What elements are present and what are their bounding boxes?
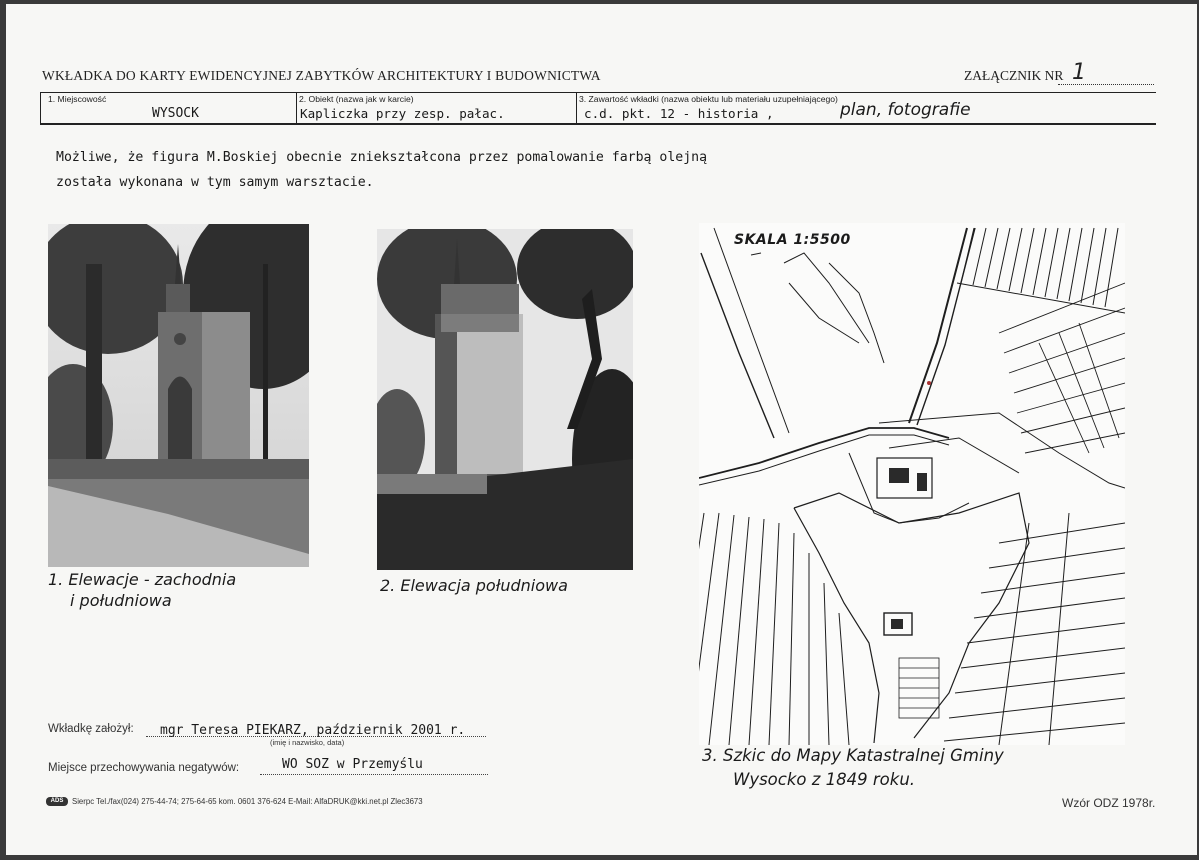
annex-label: ZAŁĄCZNIK NR (964, 68, 1064, 83)
body-text-line: Możliwe, że figura M.Boskiej obecnie zniekształcona przez pomalowanie farbą olejną (56, 150, 708, 165)
fields-top-rule (40, 92, 1156, 93)
form-title: WKŁADKA DO KARTY EWIDENCYJNEJ ZABYTKÓW ARCHITEKTURY I BUDOWNICTWA (42, 68, 601, 83)
form-template-label: Wzór ODZ 1978r. (1062, 796, 1156, 810)
cadastral-map-sketch (699, 223, 1125, 745)
object-label: 2. Obiekt (nazwa jak w karcie) (299, 94, 414, 104)
content-value-handwritten: plan, fotografie (840, 100, 971, 120)
field-divider (40, 92, 41, 123)
founder-value: mgr Teresa PIEKARZ, październik 2001 r. (160, 723, 466, 738)
photo1-caption: i południowa (70, 591, 172, 610)
photo-chapel-south (377, 229, 633, 570)
map-caption: 3. Szkic do Mapy Katastralnej Gminy (702, 746, 1004, 765)
content-label: 3. Zawartość wkładki (nazwa obiektu lub materiału uzupełniającego) (579, 94, 838, 104)
map-scale-label: SKALA 1:5500 (734, 232, 851, 248)
field-divider (576, 92, 577, 123)
founder-label: Wkładkę założył: (48, 723, 134, 735)
body-text-line: została wykonana w tym samym warsztacie. (56, 175, 374, 190)
photo2-caption: 2. Elewacja południowa (380, 576, 568, 595)
locality-label: 1. Miejscowość (48, 94, 107, 104)
photo-chapel-west-south (48, 224, 309, 567)
field-divider (296, 92, 297, 123)
photo1-caption: 1. Elewacje - zachodnia (48, 570, 237, 589)
annex-number: 1 (1072, 60, 1086, 85)
storage-label: Miejsce przechowywania negatywów: (48, 762, 240, 774)
founder-hint: (imię i nazwisko, data) (270, 738, 345, 747)
printer-logo-icon: ADS (46, 797, 68, 806)
storage-dotted-line (260, 774, 488, 775)
content-value-typed: c.d. pkt. 12 - historia , (584, 106, 774, 121)
object-value: Kapliczka przy zesp. pałac. (300, 106, 505, 121)
locality-value: WYSOCK (152, 106, 199, 121)
map-caption: Wysocko z 1849 roku. (733, 770, 916, 789)
printer-info: Sierpc Tel./fax(024) 275-44-74; 275-64-65 kom. 0601 376-624 E-Mail: AlfaDRUK@kki.net.pl Zlec3673 (72, 797, 423, 806)
fields-bottom-rule (40, 123, 1156, 125)
storage-value: WO SOZ w Przemyślu (282, 757, 423, 772)
